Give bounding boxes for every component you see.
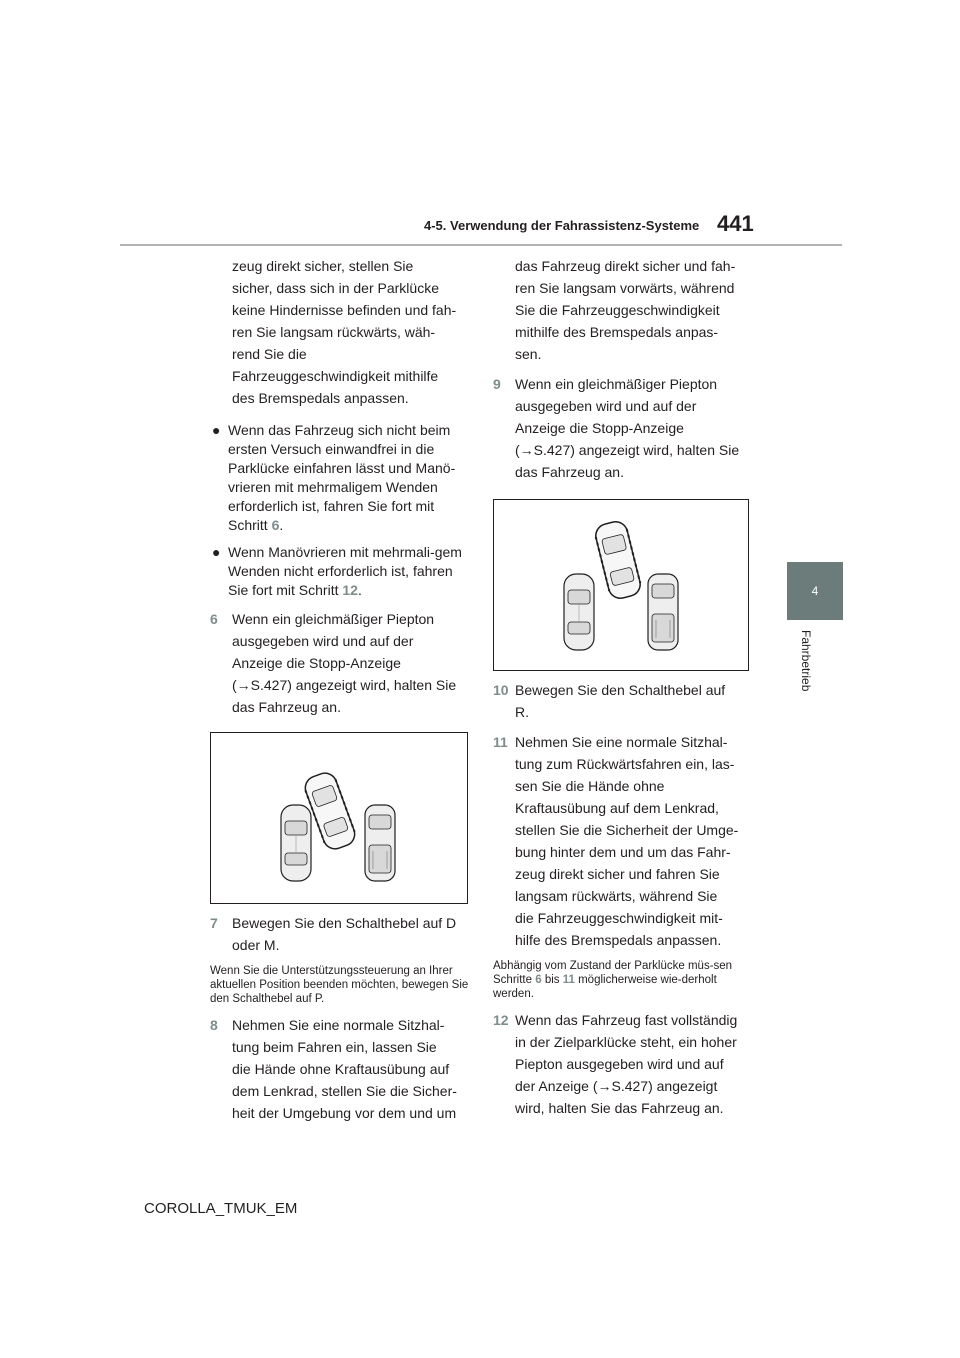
step-number: 11 — [493, 734, 508, 750]
step-11 — [493, 731, 755, 951]
step-reference: 6 — [535, 974, 542, 986]
text-line: mithilfe des Bremspedals anpas- — [515, 324, 719, 340]
step-number: 9 — [493, 376, 501, 392]
text-line: sen Sie die Hände ohne — [515, 778, 665, 794]
text-line: Bewegen Sie den Schalthebel auf D — [232, 915, 457, 931]
note-text: Wenn Sie die Unterstützungssteuerung an Ihrer aktuellen Position beenden möchten, bewegen Sie den Schalthebel auf P. — [210, 965, 469, 1005]
text-line: Nehmen Sie eine normale Sitzhal- — [232, 1017, 445, 1033]
bullet-end: . — [357, 582, 362, 598]
text-line: heit der Umgebung vor dem und um — [232, 1105, 457, 1121]
text-line: Anzeige die Stopp-Anzeige — [515, 420, 684, 436]
left-continuation — [210, 255, 472, 409]
note-text — [493, 959, 755, 1001]
section-title: 4-5. Verwendung der Fahrassistenz-Systeme — [424, 218, 700, 233]
text-line: der Anzeige (→S.427) angezeigt — [515, 1078, 718, 1094]
text-line: Bewegen Sie den Schalthebel auf — [515, 682, 726, 698]
text-line: Sie die Fahrzeuggeschwindigkeit — [515, 302, 720, 318]
text-line: stellen Sie die Sicherheit der Umge- — [515, 822, 739, 838]
text-line: das Fahrzeug an. — [232, 699, 341, 715]
step-number: 7 — [210, 915, 218, 931]
step-number: 12 — [493, 1012, 509, 1028]
right-continuation — [493, 255, 755, 365]
text-line: tung beim Fahren ein, lassen Sie — [232, 1039, 437, 1055]
text-line: das Fahrzeug an. — [515, 464, 624, 480]
bullet-item — [210, 421, 472, 535]
page-number: 441 — [717, 211, 754, 236]
step-reference: 11 — [562, 974, 575, 986]
step-7 — [210, 912, 472, 956]
parking-illustration-2 — [493, 499, 749, 671]
chapter-label: Fahrbetrieb — [799, 630, 813, 692]
parked-car-left-icon — [564, 574, 594, 650]
text-line: Wenn ein gleichmäßiger Piepton — [515, 376, 718, 392]
text-line: wird, halten Sie das Fahrzeug an. — [515, 1100, 724, 1116]
note-pre: Abhängig vom Zustand der Parklücke müs-sen Schritte — [493, 960, 733, 986]
text-line: sen. — [515, 346, 542, 362]
parking-cars-icon — [211, 733, 467, 903]
text-line: dem Lenkrad, stellen Sie die Sicher- — [232, 1083, 457, 1099]
text-line: die Hände ohne Kraftausübung auf — [232, 1061, 450, 1077]
text-line: langsam rückwärts, während Sie — [515, 888, 718, 904]
text-line: Wenn das Fahrzeug fast vollständig — [515, 1012, 738, 1028]
text-line: Kraftausübung auf dem Lenkrad, — [515, 800, 719, 816]
bullet-end: . — [279, 517, 284, 533]
text-line: das Fahrzeug direkt sicher und fah- — [515, 258, 736, 274]
text-line: R. — [515, 704, 529, 720]
text-line: in der Zielparklücke steht, ein hoher — [515, 1034, 737, 1050]
parked-car-right-icon — [648, 574, 678, 650]
text-line: bung hinter dem und um das Fahr- — [515, 844, 731, 860]
note-mid: bis — [544, 974, 560, 986]
header-divider — [120, 244, 842, 246]
text-line: Fahrzeuggeschwindigkeit mithilfe — [232, 368, 439, 384]
text-line: die Fahrzeuggeschwindigkeit mit- — [515, 910, 723, 926]
text-line: rend Sie die — [232, 346, 307, 362]
step-reference: 6 — [271, 517, 280, 533]
text-line: ren Sie langsam rückwärts, wäh- — [232, 324, 436, 340]
parking-cars-icon — [494, 500, 748, 670]
chapter-tab: 4 — [787, 562, 843, 620]
bullet-dot-icon: ● — [212, 544, 221, 560]
step-9 — [493, 373, 755, 483]
text-line: tung zum Rückwärtsfahren ein, las- — [515, 756, 735, 772]
bullet-text: Wenn das Fahrzeug sich nicht beim ersten Versuch einwandfrei in die Parklücke einfahren lässt und Manö-vrieren mit mehrmaligem Wenden erforderlich ist, fahren Sie fort mit Schritt — [228, 422, 456, 533]
step-6 — [210, 608, 472, 718]
text-line: ausgegeben wird und auf der — [515, 398, 697, 414]
text-line: hilfe des Bremspedals anpassen. — [515, 932, 722, 948]
step-number: 6 — [210, 611, 218, 627]
maneuvering-car-icon — [593, 519, 642, 600]
model-code: COROLLA_TMUK_EM — [144, 1200, 298, 1217]
bullet-text: Wenn Manövrieren mit mehrmali-gem Wenden nicht erforderlich ist, fahren Sie fort mit Schritt — [228, 544, 462, 598]
text-line: Wenn ein gleichmäßiger Piepton — [232, 611, 435, 627]
text-line: Nehmen Sie eine normale Sitzhal- — [515, 734, 728, 750]
text-line: (→S.427) angezeigt wird, halten Sie — [515, 442, 740, 458]
bullet-dot-icon: ● — [212, 422, 221, 438]
text-line: keine Hindernisse befinden und fah- — [232, 302, 457, 318]
text-line: ren Sie langsam vorwärts, während — [515, 280, 735, 296]
note-post: möglicherweise wie-derholt werden. — [493, 974, 717, 1000]
bullet-item — [210, 543, 472, 600]
text-line: Piepton ausgegeben wird und auf — [515, 1056, 724, 1072]
step-10 — [493, 679, 755, 723]
text-line: oder M. — [232, 937, 280, 953]
parked-car-right-icon — [365, 805, 395, 881]
left-column — [210, 255, 472, 1124]
step-8 — [210, 1014, 472, 1124]
text-line: zeug direkt sicher, stellen Sie — [232, 258, 414, 274]
text-line: zeug direkt sicher und fahren Sie — [515, 866, 720, 882]
text-line: ausgegeben wird und auf der — [232, 633, 414, 649]
step-reference: 12 — [342, 582, 358, 598]
right-column — [493, 255, 755, 1119]
text-line: Anzeige die Stopp-Anzeige — [232, 655, 401, 671]
text-line: (→S.427) angezeigt wird, halten Sie — [232, 677, 457, 693]
text-line: des Bremspedals anpassen. — [232, 390, 409, 406]
parked-car-left-icon — [281, 805, 311, 881]
parking-illustration-1 — [210, 732, 468, 904]
step-12 — [493, 1009, 755, 1119]
step-number: 10 — [493, 682, 509, 698]
text-line: sicher, dass sich in der Parklücke — [232, 280, 439, 296]
step-number: 8 — [210, 1017, 218, 1033]
